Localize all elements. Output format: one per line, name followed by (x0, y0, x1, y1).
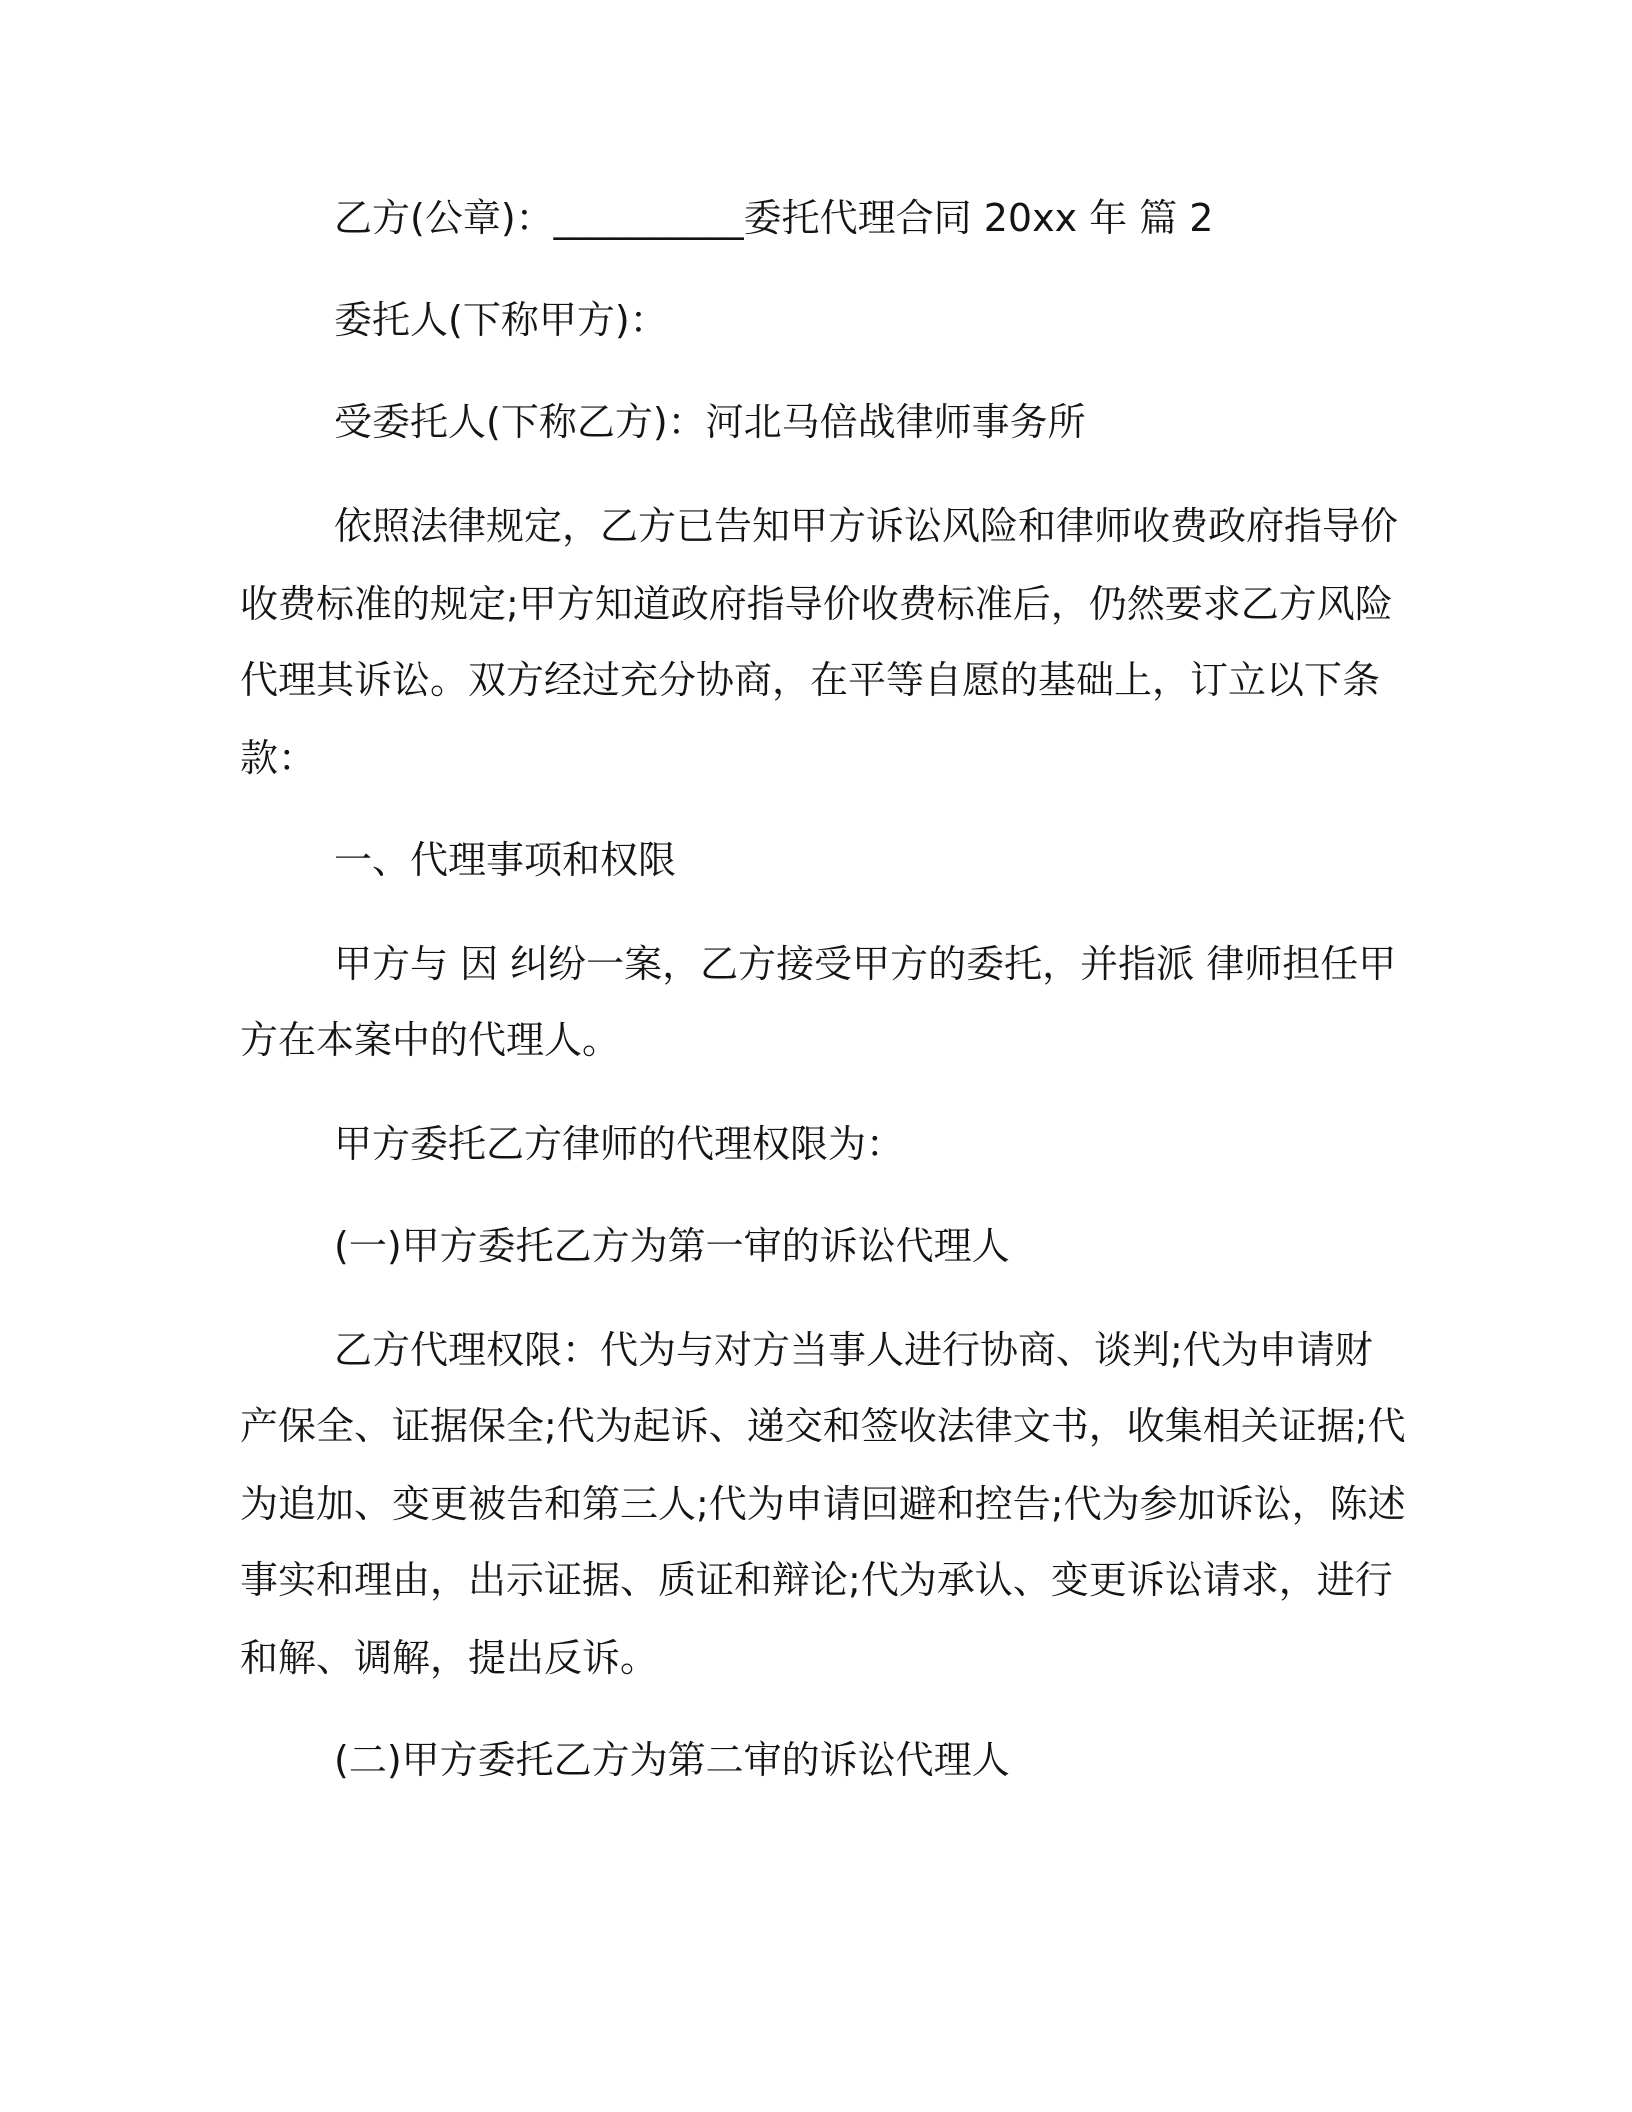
client-line: 委托人(下称甲方)： (334, 298, 668, 342)
authority-line-2: 产保全、证据保全;代为起诉、递交和签收法律文书，收集相关证据;代 (240, 1404, 1406, 1448)
agent-line: 受委托人(下称乙方)：河北马倍战律师事务所 (334, 400, 1086, 444)
party-b-seal-line: 乙方(公章)：__________委托代理合同 20xx 年 篇 2 (334, 196, 1214, 240)
first-instance-heading: (一)甲方委托乙方为第一审的诉讼代理人 (334, 1224, 1010, 1268)
authority-intro-line: 甲方委托乙方律师的代理权限为： (334, 1122, 905, 1166)
case-line-2: 方在本案中的代理人。 (240, 1018, 621, 1062)
authority-line-5: 和解、调解，提出反诉。 (240, 1636, 659, 1680)
preamble-line-4: 款： (240, 736, 317, 780)
authority-line-3: 为追加、变更被告和第三人;代为申请回避和控告;代为参加诉讼，陈述 (240, 1482, 1406, 1526)
case-line-1: 甲方与 因 纠纷一案，乙方接受甲方的委托，并指派 律师担任甲 (334, 942, 1397, 986)
preamble-line-3: 代理其诉讼。双方经过充分协商，在平等自愿的基础上，订立以下条 (240, 658, 1381, 702)
authority-line-1: 乙方代理权限：代为与对方当事人进行协商、谈判;代为申请财 (334, 1328, 1373, 1372)
preamble-line-1: 依照法律规定，乙方已告知甲方诉讼风险和律师收费政府指导价 (334, 504, 1399, 548)
preamble-line-2: 收费标准的规定;甲方知道政府指导价收费标准后，仍然要求乙方风险 (240, 582, 1393, 626)
second-instance-heading: (二)甲方委托乙方为第二审的诉讼代理人 (334, 1738, 1010, 1782)
section-heading-1: 一、代理事项和权限 (334, 838, 677, 882)
authority-line-4: 事实和理由，出示证据、质证和辩论;代为承认、变更诉讼请求，进行 (240, 1558, 1393, 1602)
